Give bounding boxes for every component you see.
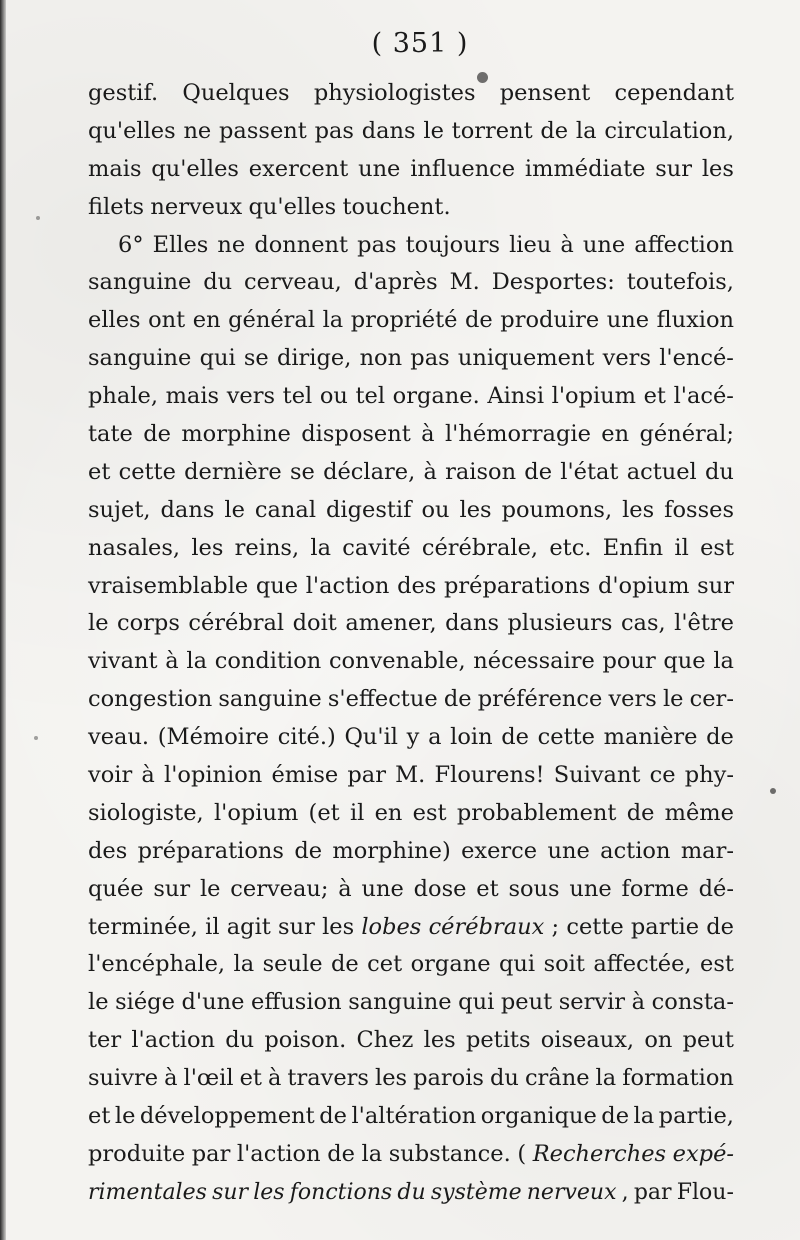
- page-edge-shadow: [0, 0, 6, 1240]
- text-line: sanguine du cerveau, d'après M. Desportes: toutefois,: [88, 269, 734, 296]
- text-line: terminée, il agit sur les lobes cérébraux ; cette partie de: [88, 913, 734, 940]
- text-line: des préparations de morphine) exerce une action mar-: [88, 837, 734, 864]
- text-line: mais qu'elles exercent une influence immédiate sur les: [88, 155, 734, 182]
- body-text: [88, 75, 734, 1212]
- page-number: ( 351 ): [371, 28, 469, 59]
- text-line: vivant à la condition convenable, nécessaire pour que la: [88, 648, 734, 675]
- text-line: rimentales sur les fonctions du système nerveux , par Flou-: [88, 1179, 734, 1205]
- text-line: produite par l'action de la substance. ( Recherches expé-: [88, 1140, 734, 1167]
- text-line: le corps cérébral doit amener, dans plusieurs cas, l'être: [88, 610, 734, 637]
- text-line: et le développement de l'altération organique de la partie,: [88, 1103, 734, 1130]
- text-line: tate de morphine disposent à l'hémorragie en général;: [88, 421, 734, 448]
- text-line: congestion sanguine s'effectue de préférence vers le cer-: [88, 686, 734, 713]
- ink-speck: [34, 736, 38, 740]
- text-line: l'encéphale, la seule de cet organe qui soit affectée, est: [88, 951, 734, 978]
- text-line: vraisemblable que l'action des préparations d'opium sur: [88, 572, 734, 599]
- text-line: et cette dernière se déclare, à raison de l'état actuel du: [88, 458, 734, 485]
- text-line: sanguine qui se dirige, non pas uniquement vers l'encé-: [88, 345, 734, 372]
- ink-speck: [770, 788, 776, 794]
- text-line: elles ont en général la propriété de produire une fluxion: [88, 307, 734, 334]
- text-line: voir à l'opinion émise par M. Flourens! Suivant ce phy-: [88, 762, 734, 789]
- text-line: ter l'action du poison. Chez les petits oiseaux, on peut: [88, 1027, 734, 1054]
- text-line: 6° Elles ne donnent pas toujours lieu à une affection: [118, 231, 734, 258]
- text-line: filets nerveux qu'elles touchent.: [88, 193, 451, 220]
- text-line: sujet, dans le canal digestif ou les poumons, les fosses: [88, 496, 734, 523]
- text-line: siologiste, l'opium (et il en est probablement de même: [88, 799, 734, 826]
- text-line: quée sur le cerveau; à une dose et sous une forme dé-: [88, 875, 734, 902]
- text-line: le siége d'une effusion sanguine qui peut servir à consta-: [88, 989, 734, 1016]
- text-line: suivre à l'œil et à travers les parois du crâne la formation: [88, 1065, 734, 1092]
- text-line: veau. (Mémoire cité.) Qu'il y a loin de cette manière de: [88, 724, 734, 751]
- ink-speck: [36, 216, 40, 220]
- text-line: phale, mais vers tel ou tel organe. Ainsi l'opium et l'acé-: [88, 383, 734, 410]
- text-line: gestif. Quelques physiologistes pensent cependant: [88, 80, 734, 106]
- text-line: qu'elles ne passent pas dans le torrent de la circulation,: [88, 117, 734, 144]
- text-line: nasales, les reins, la cavité cérébrale, etc. Enfin il est: [88, 534, 734, 561]
